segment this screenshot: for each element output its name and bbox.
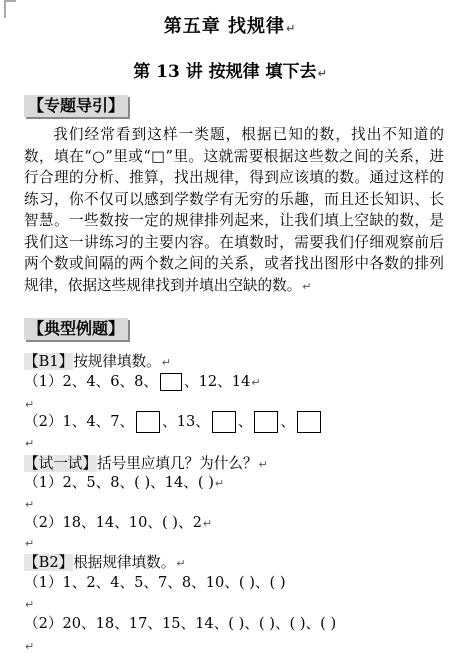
b1-text: 按规律填数。 <box>73 353 161 370</box>
section-guide-banner: 【专题导引】 <box>24 95 128 117</box>
b2-text: 根据规律填数。 <box>73 554 176 571</box>
blank-line: ↵ <box>25 498 35 511</box>
section-examples-banner: 【典型例题】 <box>24 318 128 340</box>
try-label: 【试一试】 <box>24 455 97 472</box>
lesson-title: 第 13 讲 按规律 填下去↵ <box>133 62 327 82</box>
b2-heading: 【B2】根据规律填数。↵ <box>24 554 186 571</box>
answer-box[interactable] <box>136 411 160 433</box>
try-question-1: （1）2、5、8、( )、14、( )↵ <box>24 474 225 491</box>
blank-line: ↵ <box>25 437 35 450</box>
blank-line: ↵ <box>25 398 35 411</box>
answer-box[interactable] <box>297 411 321 433</box>
answer-box[interactable] <box>212 411 236 433</box>
answer-box[interactable] <box>160 373 182 391</box>
b1-label: 【B1】 <box>24 353 74 370</box>
try-text: 括号里应填几？为什么？ <box>96 455 258 472</box>
b1-question-1: （1）2、4、6、8、 、12、14↵ <box>24 373 261 390</box>
b2-question-2: （2）20、18、17、15、14、( )、( )、( )、( ) <box>24 615 337 632</box>
intro-paragraph: 我们经常看到这样一类题，根据已知的数，找出不知道的数，填在“○”里或“□”里。这就需要根据这些数之间的关系，进行合理的分析、推算，找出规律，得到应该填的数。通过这样的练习，你不仅可以感到学数学有无穷的乐趣，而且还长知识、长智慧。一些数按一定的规律排列起来，让我们填上空缺的数，是我们这一讲练习的主要内容。在填数时，需要我们仔细观察前后两个数或间隔的两个数之间的关系，或者找出图形中各数的排列规律，依据这些规律找到并填出空缺的数。↵ <box>24 126 444 294</box>
b2-label: 【B2】 <box>24 554 74 571</box>
chapter-title: 第五章 找规律↵ <box>163 16 297 37</box>
blank-line: ↵ <box>25 598 35 611</box>
b1-heading: 【B1】按规律填数。↵ <box>24 353 171 370</box>
blank-line: ↵ <box>25 640 35 653</box>
b1-question-2: （2）1、4、7、 、13、 、 、 <box>24 411 323 433</box>
answer-box[interactable] <box>254 411 278 433</box>
try-question-2: （2）18、14、10、( )、2↵ <box>24 514 213 531</box>
blank-line: ↵ <box>25 537 35 550</box>
try-heading: 【试一试】括号里应填几？为什么？↵ <box>24 455 268 472</box>
b2-question-1: （1）1、2、4、5、7、8、10、( )、( ) <box>24 574 286 591</box>
